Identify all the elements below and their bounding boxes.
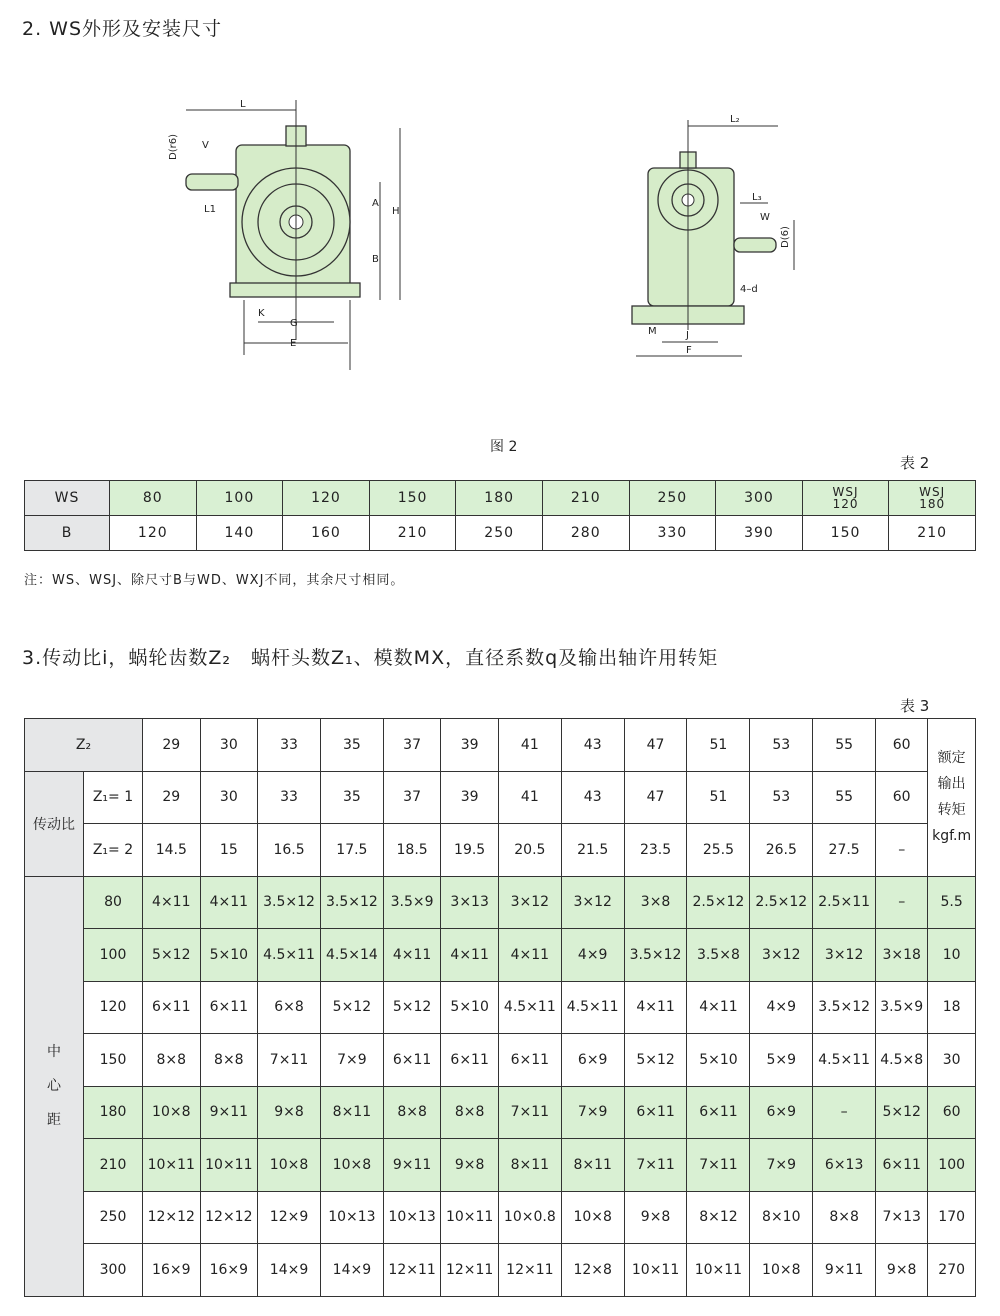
model-cell: 250 bbox=[629, 481, 716, 516]
module-cell: 4.5×8 bbox=[876, 1034, 928, 1087]
z2-value-cell: 29 bbox=[143, 719, 201, 772]
module-cell: 8×12 bbox=[687, 1191, 750, 1244]
module-cell: 12×11 bbox=[441, 1244, 499, 1297]
svg-text:4–d: 4–d bbox=[740, 284, 758, 295]
b-value-cell: 160 bbox=[283, 516, 370, 551]
center-distance-cell: 100 bbox=[84, 929, 143, 982]
module-cell: 4×11 bbox=[624, 981, 687, 1034]
z2-value-cell: 55 bbox=[813, 719, 876, 772]
module-cell: 10×8 bbox=[561, 1191, 624, 1244]
ratio-cell: 15 bbox=[200, 824, 258, 877]
module-cell: 8×10 bbox=[750, 1191, 813, 1244]
module-cell: 8×8 bbox=[441, 1086, 499, 1139]
module-cell: 6×9 bbox=[561, 1034, 624, 1087]
module-cell: – bbox=[813, 1086, 876, 1139]
module-cell: 10×8 bbox=[143, 1086, 201, 1139]
module-cell: 5×10 bbox=[687, 1034, 750, 1087]
ratio-cell: 21.5 bbox=[561, 824, 624, 877]
z2-value-cell: 47 bbox=[624, 719, 687, 772]
module-cell: 6×11 bbox=[876, 1139, 928, 1192]
module-cell: 4×11 bbox=[383, 929, 441, 982]
ratio-cell: 51 bbox=[687, 771, 750, 824]
module-cell: 4.5×11 bbox=[813, 1034, 876, 1087]
module-cell: 6×11 bbox=[687, 1086, 750, 1139]
module-cell: 10×11 bbox=[143, 1139, 201, 1192]
ratio-cell: 20.5 bbox=[498, 824, 561, 877]
model-cell: 80 bbox=[110, 481, 197, 516]
ratio-cell: 29 bbox=[143, 771, 201, 824]
svg-text:H: H bbox=[392, 206, 400, 217]
module-cell: 6×11 bbox=[624, 1086, 687, 1139]
b-value-cell: 210 bbox=[369, 516, 456, 551]
module-cell: 10×8 bbox=[258, 1139, 321, 1192]
center-distance-cell: 180 bbox=[84, 1086, 143, 1139]
b-value-cell: 120 bbox=[110, 516, 197, 551]
module-cell: 7×11 bbox=[687, 1139, 750, 1192]
note: 注：WS、WSJ、除尺寸B与WD、WXJ不同，其余尺寸相同。 bbox=[24, 573, 405, 588]
ratio-cell: 23.5 bbox=[624, 824, 687, 877]
module-cell: 3.5×8 bbox=[687, 929, 750, 982]
torque-header bbox=[928, 719, 976, 877]
z2-value-cell: 43 bbox=[561, 719, 624, 772]
module-cell: 9×8 bbox=[441, 1139, 499, 1192]
z2-value-cell: 53 bbox=[750, 719, 813, 772]
module-cell: 8×11 bbox=[320, 1086, 383, 1139]
module-cell: 10×11 bbox=[200, 1139, 258, 1192]
module-cell: 8×11 bbox=[561, 1139, 624, 1192]
side-view bbox=[632, 120, 794, 356]
svg-text:D(6): D(6) bbox=[780, 226, 791, 248]
module-cell: 4×11 bbox=[143, 876, 201, 929]
table-row bbox=[25, 719, 976, 772]
module-cell: 6×11 bbox=[383, 1034, 441, 1087]
torque-cell: 60 bbox=[928, 1086, 976, 1139]
module-cell: 3.5×9 bbox=[383, 876, 441, 929]
module-cell: 3.5×12 bbox=[258, 876, 321, 929]
module-cell: 9×8 bbox=[624, 1191, 687, 1244]
torque-header-line: kgf.m bbox=[932, 828, 972, 845]
module-cell: 3.5×12 bbox=[813, 981, 876, 1034]
ratio-cell: – bbox=[876, 824, 928, 877]
module-cell: 16×9 bbox=[200, 1244, 258, 1297]
ratio-cell: 41 bbox=[498, 771, 561, 824]
module-cell: 8×8 bbox=[813, 1191, 876, 1244]
module-cell: 6×9 bbox=[750, 1086, 813, 1139]
center-distance-cell: 300 bbox=[84, 1244, 143, 1297]
module-cell: 10×0.8 bbox=[498, 1191, 561, 1244]
svg-text:L1: L1 bbox=[204, 204, 216, 215]
model-cell: 100 bbox=[196, 481, 283, 516]
svg-text:V: V bbox=[202, 140, 209, 151]
module-cell: 3×13 bbox=[441, 876, 499, 929]
module-cell: 5×9 bbox=[750, 1034, 813, 1087]
torque-cell: 18 bbox=[928, 981, 976, 1034]
module-cell: 9×11 bbox=[813, 1244, 876, 1297]
ratio-cell: 53 bbox=[750, 771, 813, 824]
module-cell: 10×8 bbox=[320, 1139, 383, 1192]
ratio-cell: 33 bbox=[258, 771, 321, 824]
table-2-caption: 表 2 bbox=[900, 454, 930, 472]
z2-header: Z₂ bbox=[25, 719, 143, 772]
table-row bbox=[25, 929, 976, 982]
module-cell: 7×13 bbox=[876, 1191, 928, 1244]
module-cell: 12×8 bbox=[561, 1244, 624, 1297]
ratio-cell: 27.5 bbox=[813, 824, 876, 877]
module-cell: 9×8 bbox=[258, 1086, 321, 1139]
b-value-cell: 140 bbox=[196, 516, 283, 551]
model-cell: 300 bbox=[716, 481, 803, 516]
module-cell: 3×8 bbox=[624, 876, 687, 929]
module-cell: 3×12 bbox=[561, 876, 624, 929]
torque-cell: 30 bbox=[928, 1034, 976, 1087]
z1-1-label: Z₁= 1 bbox=[84, 771, 143, 824]
svg-text:L₃: L₃ bbox=[752, 192, 762, 203]
table-row bbox=[25, 1244, 976, 1297]
module-cell: 5×10 bbox=[200, 929, 258, 982]
model-cell: 150 bbox=[369, 481, 456, 516]
center-distance-cell: 120 bbox=[84, 981, 143, 1034]
z2-value-cell: 60 bbox=[876, 719, 928, 772]
module-cell: 3.5×12 bbox=[624, 929, 687, 982]
center-label-char: 心 bbox=[47, 1078, 61, 1094]
module-cell: 3×12 bbox=[498, 876, 561, 929]
table-row bbox=[25, 1139, 976, 1192]
module-cell: 10×13 bbox=[383, 1191, 441, 1244]
ratio-cell: 26.5 bbox=[750, 824, 813, 877]
module-cell: 4.5×11 bbox=[258, 929, 321, 982]
module-cell: 10×13 bbox=[320, 1191, 383, 1244]
module-cell: 12×12 bbox=[143, 1191, 201, 1244]
figure-caption: 图 2 bbox=[490, 439, 518, 455]
table-row bbox=[25, 1034, 976, 1087]
module-cell: 6×11 bbox=[143, 981, 201, 1034]
svg-text:L: L bbox=[240, 99, 246, 110]
z2-value-cell: 33 bbox=[258, 719, 321, 772]
table-row bbox=[25, 516, 976, 551]
z2-value-cell: 35 bbox=[320, 719, 383, 772]
module-cell: 4.5×14 bbox=[320, 929, 383, 982]
svg-text:E: E bbox=[290, 338, 297, 349]
module-cell: 2.5×11 bbox=[813, 876, 876, 929]
module-cell: – bbox=[876, 876, 928, 929]
table-row bbox=[25, 1086, 976, 1139]
torque-header-line: 输出 bbox=[937, 776, 966, 793]
ratio-cell: 43 bbox=[561, 771, 624, 824]
module-cell: 12×11 bbox=[498, 1244, 561, 1297]
module-cell: 5×12 bbox=[876, 1086, 928, 1139]
model-cell: 210 bbox=[542, 481, 629, 516]
z1-2-label: Z₁= 2 bbox=[84, 824, 143, 877]
front-view bbox=[186, 100, 400, 370]
module-cell: 4×9 bbox=[561, 929, 624, 982]
table-row bbox=[25, 1191, 976, 1244]
ratio-cell: 14.5 bbox=[143, 824, 201, 877]
model-cell: WSJ 120 bbox=[802, 481, 889, 516]
ratio-cell: 47 bbox=[624, 771, 687, 824]
module-cell: 2.5×12 bbox=[750, 876, 813, 929]
module-cell: 4×9 bbox=[750, 981, 813, 1034]
svg-text:A: A bbox=[372, 198, 379, 209]
module-cell: 5×12 bbox=[624, 1034, 687, 1087]
module-cell: 4.5×11 bbox=[561, 981, 624, 1034]
module-cell: 3×12 bbox=[750, 929, 813, 982]
module-cell: 8×11 bbox=[498, 1139, 561, 1192]
module-cell: 2.5×12 bbox=[687, 876, 750, 929]
module-cell: 3×12 bbox=[813, 929, 876, 982]
module-cell: 3.5×12 bbox=[320, 876, 383, 929]
torque-cell: 170 bbox=[928, 1191, 976, 1244]
b-value-cell: 390 bbox=[716, 516, 803, 551]
b-value-cell: 210 bbox=[889, 516, 976, 551]
model-cell: 120 bbox=[283, 481, 370, 516]
svg-text:M: M bbox=[648, 326, 657, 337]
ratio-cell: 17.5 bbox=[320, 824, 383, 877]
table-2 bbox=[24, 480, 976, 551]
z2-value-cell: 30 bbox=[200, 719, 258, 772]
module-cell: 12×11 bbox=[383, 1244, 441, 1297]
module-cell: 4.5×11 bbox=[498, 981, 561, 1034]
table-row bbox=[25, 481, 976, 516]
ratio-label: 传动比 bbox=[25, 771, 84, 876]
module-cell: 8×8 bbox=[383, 1086, 441, 1139]
module-cell: 3.5×9 bbox=[876, 981, 928, 1034]
module-cell: 5×12 bbox=[143, 929, 201, 982]
b-value-cell: 250 bbox=[456, 516, 543, 551]
module-cell: 9×8 bbox=[876, 1244, 928, 1297]
section-2-title: 2. WS外形及安装尺寸 bbox=[22, 18, 223, 40]
svg-text:K: K bbox=[258, 308, 265, 319]
z2-value-cell: 37 bbox=[383, 719, 441, 772]
center-distance-cell: 250 bbox=[84, 1191, 143, 1244]
svg-text:W: W bbox=[760, 212, 770, 223]
torque-header-line: 额定 bbox=[937, 750, 966, 767]
module-cell: 10×8 bbox=[750, 1244, 813, 1297]
table-2-row-label: B bbox=[25, 516, 110, 551]
module-cell: 8×8 bbox=[200, 1034, 258, 1087]
module-cell: 14×9 bbox=[258, 1244, 321, 1297]
table-row bbox=[25, 876, 976, 929]
module-cell: 7×11 bbox=[258, 1034, 321, 1087]
center-label-char: 距 bbox=[47, 1112, 61, 1128]
module-cell: 5×12 bbox=[320, 981, 383, 1034]
module-cell: 7×9 bbox=[320, 1034, 383, 1087]
module-cell: 14×9 bbox=[320, 1244, 383, 1297]
module-cell: 8×8 bbox=[143, 1034, 201, 1087]
ratio-cell: 16.5 bbox=[258, 824, 321, 877]
table-row bbox=[25, 824, 976, 877]
reducer-dimension-drawing bbox=[0, 95, 1000, 380]
b-value-cell: 280 bbox=[542, 516, 629, 551]
center-label-char: 中 bbox=[47, 1044, 61, 1060]
svg-text:F: F bbox=[686, 345, 692, 356]
module-cell: 4×11 bbox=[687, 981, 750, 1034]
module-cell: 10×11 bbox=[687, 1244, 750, 1297]
module-cell: 10×11 bbox=[441, 1191, 499, 1244]
module-cell: 16×9 bbox=[143, 1244, 201, 1297]
module-cell: 7×11 bbox=[498, 1086, 561, 1139]
module-cell: 6×8 bbox=[258, 981, 321, 1034]
z2-value-cell: 51 bbox=[687, 719, 750, 772]
ratio-cell: 55 bbox=[813, 771, 876, 824]
module-cell: 9×11 bbox=[200, 1086, 258, 1139]
svg-text:J: J bbox=[686, 330, 689, 341]
torque-cell: 270 bbox=[928, 1244, 976, 1297]
module-cell: 6×11 bbox=[498, 1034, 561, 1087]
ratio-cell: 19.5 bbox=[441, 824, 499, 877]
module-cell: 7×9 bbox=[561, 1086, 624, 1139]
svg-text:G: G bbox=[290, 318, 298, 329]
table-row bbox=[25, 771, 976, 824]
svg-text:D(r6): D(r6) bbox=[168, 134, 179, 160]
module-cell: 4×11 bbox=[200, 876, 258, 929]
module-cell: 5×12 bbox=[383, 981, 441, 1034]
ratio-cell: 30 bbox=[200, 771, 258, 824]
model-cell: 180 bbox=[456, 481, 543, 516]
svg-text:L₂: L₂ bbox=[730, 114, 740, 125]
torque-cell: 100 bbox=[928, 1139, 976, 1192]
table-row bbox=[25, 981, 976, 1034]
torque-cell: 5.5 bbox=[928, 876, 976, 929]
torque-cell: 10 bbox=[928, 929, 976, 982]
torque-header-line: 转矩 bbox=[937, 802, 966, 819]
ratio-cell: 60 bbox=[876, 771, 928, 824]
z2-value-cell: 41 bbox=[498, 719, 561, 772]
ratio-cell: 18.5 bbox=[383, 824, 441, 877]
center-distance-cell: 80 bbox=[84, 876, 143, 929]
b-value-cell: 330 bbox=[629, 516, 716, 551]
module-cell: 12×9 bbox=[258, 1191, 321, 1244]
module-cell: 9×11 bbox=[383, 1139, 441, 1192]
ratio-cell: 35 bbox=[320, 771, 383, 824]
module-cell: 7×9 bbox=[750, 1139, 813, 1192]
table-2-row-label: WS bbox=[25, 481, 110, 516]
model-cell: WSJ 180 bbox=[889, 481, 976, 516]
center-distance-cell: 150 bbox=[84, 1034, 143, 1087]
module-cell: 12×12 bbox=[200, 1191, 258, 1244]
module-cell: 10×11 bbox=[624, 1244, 687, 1297]
section-3-title: 3.传动比i，蜗轮齿数Z₂ 蜗杆头数Z₁、模数MX，直径系数q及输出轴许用转矩 bbox=[22, 647, 719, 669]
module-cell: 4×11 bbox=[498, 929, 561, 982]
module-cell: 6×11 bbox=[441, 1034, 499, 1087]
svg-text:B: B bbox=[372, 254, 379, 265]
module-cell: 5×10 bbox=[441, 981, 499, 1034]
module-cell: 6×13 bbox=[813, 1139, 876, 1192]
ratio-cell: 39 bbox=[441, 771, 499, 824]
module-cell: 6×11 bbox=[200, 981, 258, 1034]
center-distance-cell: 210 bbox=[84, 1139, 143, 1192]
b-value-cell: 150 bbox=[802, 516, 889, 551]
module-cell: 7×11 bbox=[624, 1139, 687, 1192]
module-cell: 3×18 bbox=[876, 929, 928, 982]
ratio-cell: 25.5 bbox=[687, 824, 750, 877]
module-cell: 4×11 bbox=[441, 929, 499, 982]
table-3 bbox=[24, 718, 976, 1297]
z2-value-cell: 39 bbox=[441, 719, 499, 772]
table-3-caption: 表 3 bbox=[900, 697, 930, 715]
center-distance-label bbox=[25, 876, 84, 1296]
ratio-cell: 37 bbox=[383, 771, 441, 824]
